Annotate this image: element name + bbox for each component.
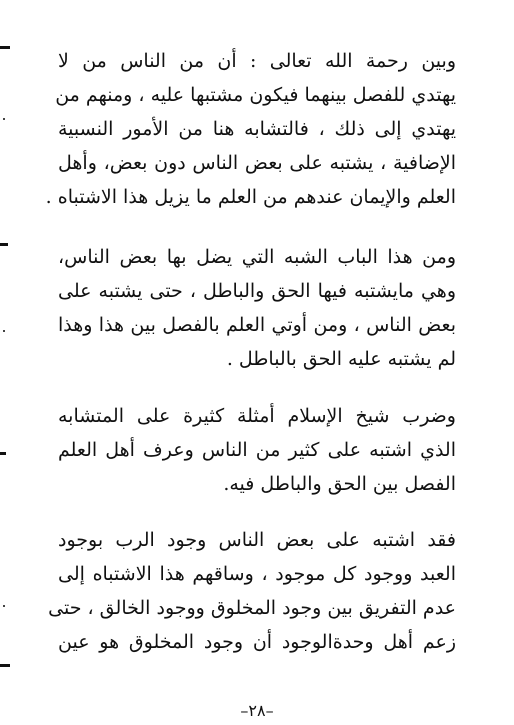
margin-mark <box>0 243 8 246</box>
text-line: الذي اشتبه على كثير من الناس وعرف أهل العلم <box>58 439 456 461</box>
margin-mark <box>0 46 10 49</box>
text-line: يهتدي إلى ذلك ، فالتشابه هنا من الأمور النسبية <box>58 118 456 140</box>
text-line: زعم أهل وحدةالوجود أن وجود المخلوق هو عين <box>58 631 456 653</box>
text-line: الفصل بين الحق والباطل فيه. <box>223 473 456 495</box>
text-line: فقد اشتبه على بعض الناس وجود الرب بوجود <box>58 529 456 551</box>
paragraph-1 <box>45 44 456 214</box>
text-line: ومن هذا الباب الشبه التي يضل بها بعض الناس، <box>58 246 456 268</box>
page-number: –٢٨– <box>240 701 274 720</box>
margin-dot <box>3 118 5 120</box>
paragraph-2 <box>58 240 456 376</box>
text-line: يهتدي للفصل بينهما فيكون مشتبها عليه ، ومنهم من <box>55 84 456 106</box>
text-line: وبين رحمة الله تعالى : أن من الناس من لا <box>58 50 456 72</box>
text-line: لم يشتبه عليه الحق بالباطل . <box>226 348 456 370</box>
paragraph-4 <box>48 523 456 659</box>
margin-mark <box>0 452 6 455</box>
margin-mark <box>0 664 10 667</box>
text-line: وهي مايشتبه فيها الحق والباطل ، حتى يشتبه على <box>58 280 456 302</box>
margin-dot <box>3 605 5 607</box>
text-line: وضرب شيخ الإسلام أمثلة كثيرة على المتشابه <box>58 405 456 427</box>
text-line: عدم التفريق بين وجود المخلوق ووجود الخالق ، حتى <box>48 597 456 619</box>
text-line: الإضافية ، يشتبه على بعض الناس دون بعض، وأهل <box>58 152 456 174</box>
paragraph-3 <box>58 399 456 501</box>
text-line: العلم والإيمان عندهم من العلم ما يزيل هذا الاشتباه . <box>45 186 456 208</box>
text-line: العبد ووجود كل موجود ، وساقهم هذا الاشتباه إلى <box>58 563 456 585</box>
text-line: بعض الناس ، ومن أوتي العلم بالفصل بين هذا وهذا <box>58 314 456 336</box>
margin-dot <box>3 330 5 332</box>
